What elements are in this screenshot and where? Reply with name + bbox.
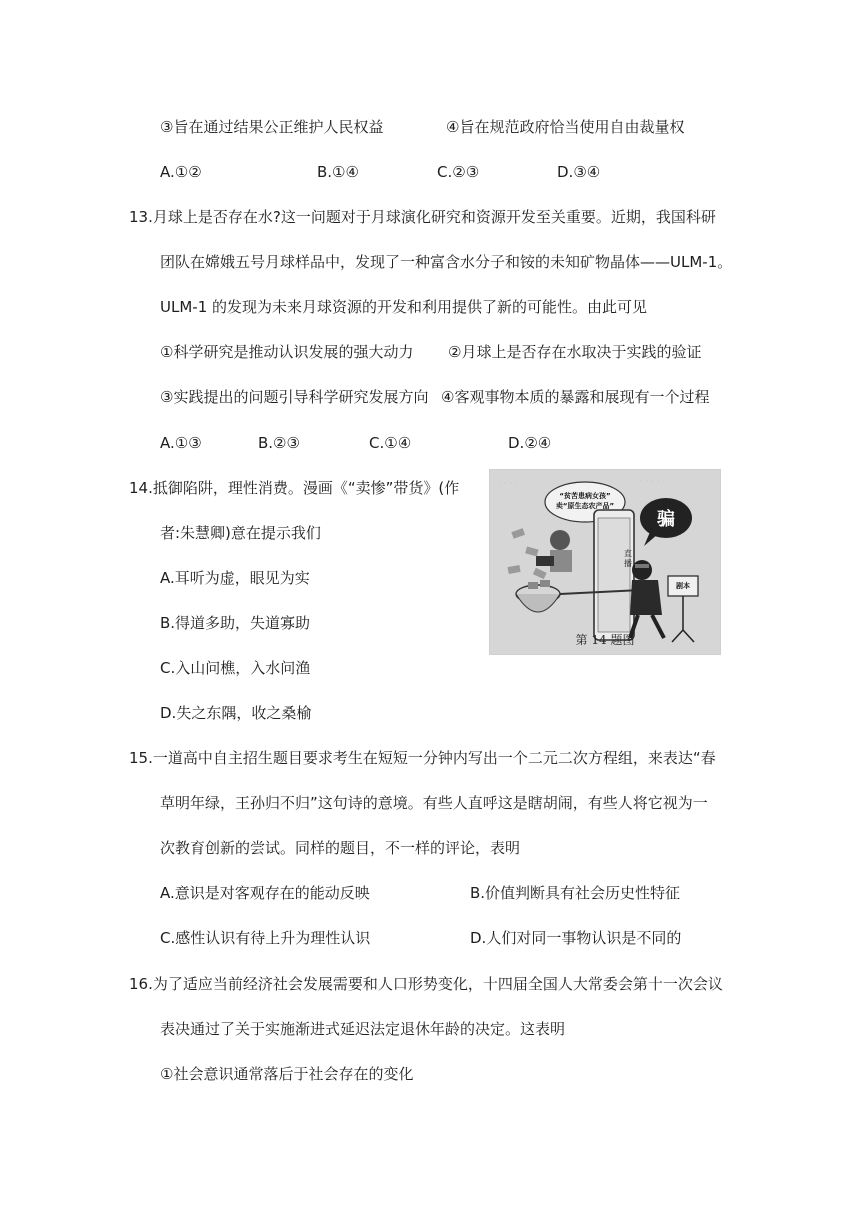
q13-option-2: ②月球上是否存在水取决于实践的验证	[448, 343, 702, 361]
q13-stem-line-2: 团队在嫦娥五号月球样品中，发现了一种富含水分子和铵的未知矿物晶体——ULM-1。	[160, 253, 733, 271]
q14-option-b: B.得道多助，失道寡助	[160, 614, 311, 632]
q13-option-3: ③实践提出的问题引导科学研究发展方向	[160, 388, 429, 406]
q15-option-c: C.感性认识有待上升为理性认识	[160, 929, 371, 947]
q15-stem-line-1: 15.一道高中自主招生题目要求考生在短短一分钟内写出一个二元二次方程组，来表达“春	[129, 749, 716, 767]
q12-choice-c: C.②③	[437, 163, 480, 181]
svg-text:· · · ·: · · · ·	[640, 477, 661, 487]
live-label: 直	[624, 549, 632, 558]
q16-stem-line-2: 表决通过了关于实施渐进式延迟法定退休年龄的决定。这表明	[160, 1020, 566, 1038]
q15-stem-line-2: 草明年绿，王孙归不归”这句诗的意境。有些人直呼这是瞎胡闹，有些人将它视为一	[160, 794, 708, 812]
svg-text:· · · · ·: · · · · ·	[498, 479, 524, 489]
svg-text:播: 播	[624, 559, 632, 568]
q12-choice-b: B.①④	[317, 163, 359, 181]
q13-choice-c: C.①④	[369, 434, 412, 452]
q14-option-d: D.失之东隅，收之桑榆	[160, 704, 312, 722]
cheat-label: 骗	[657, 509, 675, 530]
q14-cartoon-figure	[489, 469, 721, 655]
q14-stem-line-1: 14.抵御陷阱，理性消费。漫画《“卖惨”带货》(作	[129, 479, 460, 497]
q15-stem-line-3: 次教育创新的尝试。同样的题目，不一样的评论，表明	[160, 839, 521, 857]
q13-option-4: ④客观事物本质的暴露和展现有一个过程	[441, 388, 710, 406]
q14-option-a: A.耳听为虚，眼见为实	[160, 569, 310, 587]
cartoon-illustration	[490, 470, 721, 655]
q14-option-c: C.入山问樵，入水问渔	[160, 659, 311, 677]
q14-stem-line-2: 者:朱慧卿)意在提示我们	[160, 524, 321, 542]
q12-option-3: ③旨在通过结果公正维护人民权益	[160, 118, 384, 136]
q13-option-1: ①科学研究是推动认识发展的强大动力	[160, 343, 414, 361]
q13-stem-line-1: 13.月球上是否存在水?这一问题对于月球演化研究和资源开发至关重要。近期，我国科研	[129, 208, 716, 226]
q12-choice-a: A.①②	[160, 163, 202, 181]
q15-option-b: B.价值判断具有社会历史性特征	[470, 884, 681, 902]
q13-choice-d: D.②④	[508, 434, 552, 452]
bubble-text: “贫苦患病女孩”	[559, 492, 611, 500]
script-label: 剧本	[676, 582, 690, 590]
q13-choice-b: B.②③	[258, 434, 300, 452]
q13-stem-line-3: ULM-1 的发现为未来月球资源的开发和利用提供了新的可能性。由此可见	[160, 298, 648, 316]
bubble-text-2: 卖“原生态农产品”	[555, 502, 615, 510]
q16-stem-line-1: 16.为了适应当前经济社会发展需要和人口形势变化，十四届全国人大常委会第十一次会议	[129, 975, 723, 993]
q15-option-a: A.意识是对客观存在的能动反映	[160, 884, 370, 902]
q12-choice-d: D.③④	[557, 163, 601, 181]
q15-option-d: D.人们对同一事物认识是不同的	[470, 929, 682, 947]
q16-option-1: ①社会意识通常落后于社会存在的变化	[160, 1065, 414, 1083]
q12-option-4: ④旨在规范政府恰当使用自由裁量权	[446, 118, 685, 136]
figure-caption: 第 14 题图	[575, 633, 635, 647]
q13-choice-a: A.①③	[160, 434, 202, 452]
